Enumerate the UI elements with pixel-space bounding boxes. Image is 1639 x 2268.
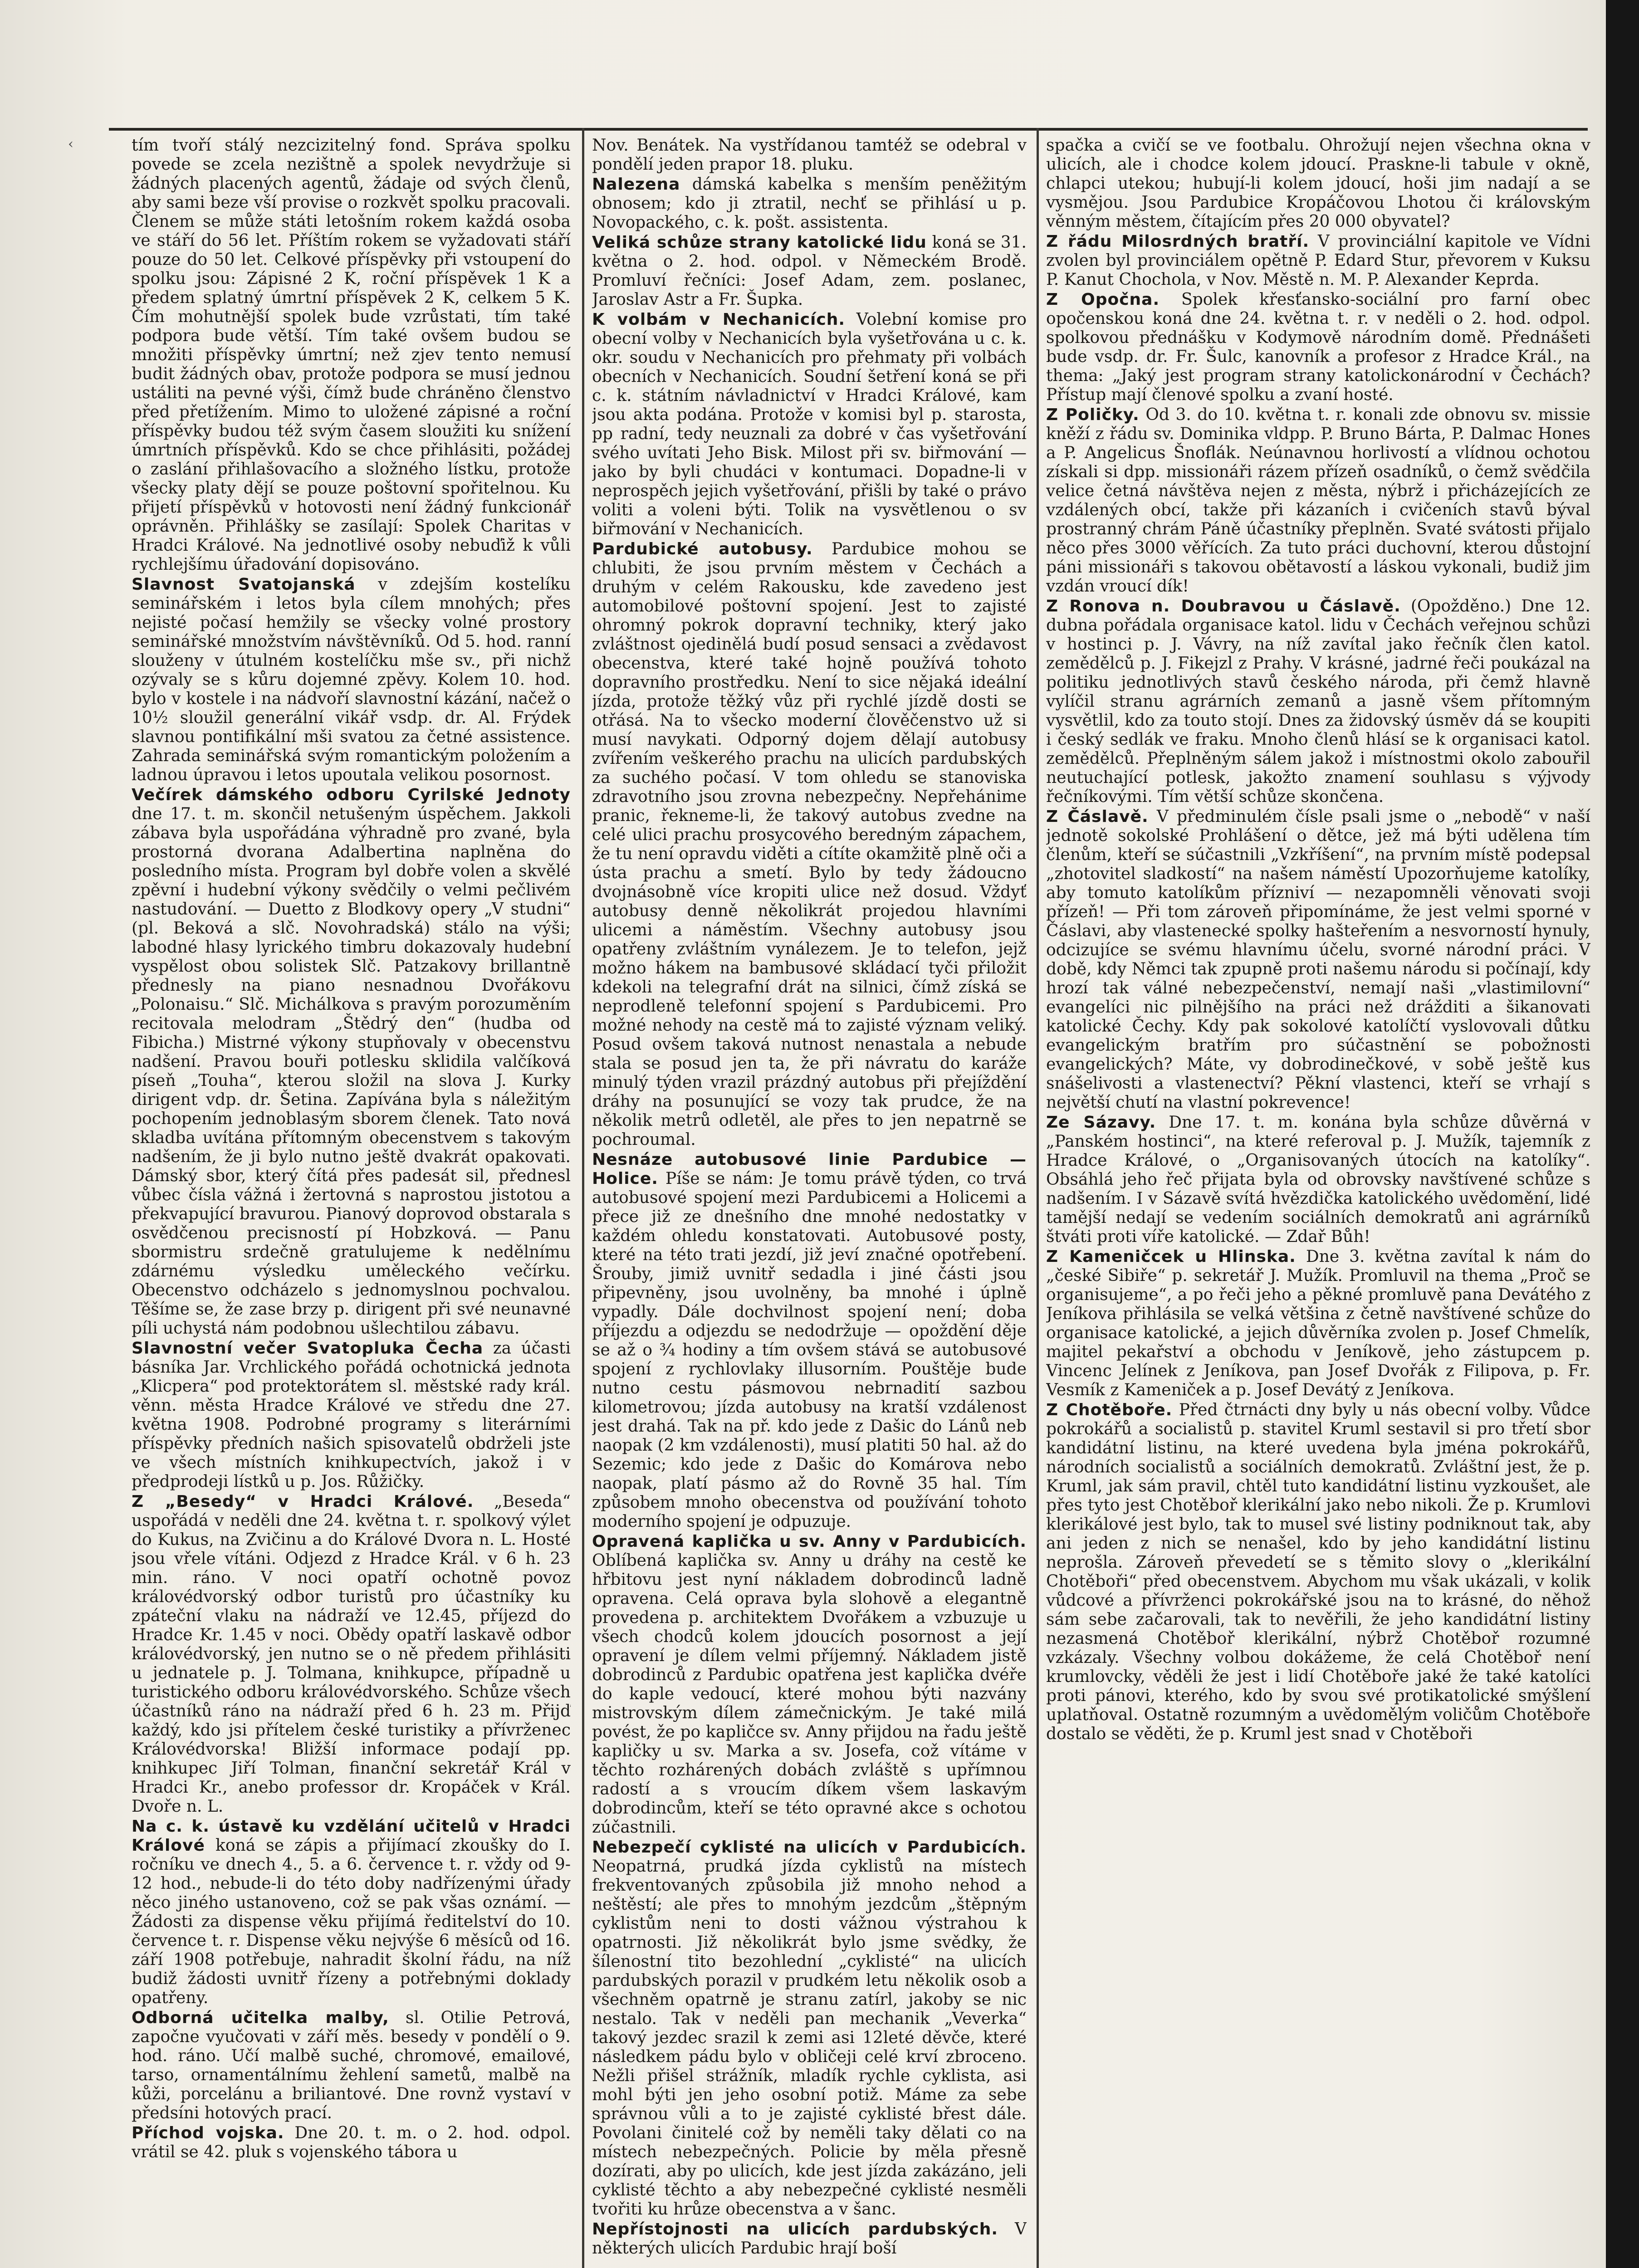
article-paragraph xyxy=(1046,1401,1590,1744)
article-body: Oblíbená kaplička sv. Anny u dráhy na cestě ke hřbitovu jest nyní nákladem dobrodinců ladně opravena. Celá oprava byla slohově a elegantně provedena p. architektem Dvořákem a vzbuzuje u všech chodců kolem jdoucích posornost a její opravení je dílem velmi příjemný. Nákladem jistě dobrodinců z Pardubic opatřena jest kaplička dvéře do kaple vedoucí, které mohou býti nazvány mistrovským dílem zámečnickým. Je také milá povést, že po kapličce sv. Anny přijdou na řadu ještě kapličky u sv. Marka a sv. Josefa, což vítáme v těchto rozhárených dobách zvláště s upřímnou radostí a s vroucím díkem všem laskavým dobrodincům, kteří se této opravné akce s ochotou zúčastnili. xyxy=(592,1551,1027,1837)
article-body: V provinciální kapitole ve Vídni zvolen byl provinciálem opětně P. Edard Stur, převorem v Kuksu P. Kanut Chochola, v Nov. Městě n. M. P. Alexander Keprda. xyxy=(1046,232,1590,289)
column-divider-1 xyxy=(582,128,584,2268)
article-paragraph xyxy=(132,575,571,785)
article-body: Od 3. do 10. května t. r. konali zde obnovu sv. missie kněží z řádu sv. Dominika vldpp. P. Bruno Bárta, P. Dalmac Hones a P. Angelicus Šnoflák. Neúnavnou horlivostí a vlídnou ochotou získali si dpp. missionáři rázem přízeň osadníků, o čemž svědčila velice četná návštěva nejen z města, nýbrž i přicházejících ze vzdálených obcí, takže při kázaních i cvičeních stavů býval prostranný chrám Páně účastníky přeplněn. Svaté svátosti přijalo něco přes 3000 věřících. Za tuto práci duchovní, kterou důstojní páni missionáři s takovou obětavostí a láskou vykonali, budiž jim vzdán vroucí dík! xyxy=(1046,406,1590,596)
article-headline: Z Čáslavě. xyxy=(1046,807,1149,826)
article-paragraph xyxy=(592,310,1027,539)
article-paragraph xyxy=(592,175,1027,232)
article-body: Dne 3. května zavítal k nám do „české Sibiře“ p. sekretář J. Mužík. Promluvil na thema „Proč se organisujeme“, a po řeči jeho a pěkné promluvě pana Devátého z Jeníkova přihlásila se velká většina z četně navštívené schůze do organisace katolické, a jejich důvěrníka zvolen p. Josef Chmelík, majitel pekařství a obchodu v Jeníkově, jeho zástupcem p. Vincenc Jelínek z Jeníkova, pan Josef Dvořák z Filipova, p. Fr. Vesmík z Kameniček a p. Josef Devátý z Jeníkova. xyxy=(1046,1247,1590,1399)
article-body: (Opožděno.) Dne 12. dubna pořádala organisace katol. lidu v Čechách veřejnou schůzi v hostinci p. J. Vávry, na níž zavítal jako řečník člen katol. zemědělců p. J. Fikejzl z Prahy. V krásné, jadrné řeči poukázal na politiku jednotlivých stavů českého národa, při čemž hlavně vylíčil stranu agrárních zemanů a jasně všem přítomným vysvětlil, kdo za touto stojí. Dnes za židovský úsměv dá se koupiti i český sedlák ve fraku. Mnoho členů hlásí se k organisaci katol. zemědělců. Přeplněným sálem jakož i místnostmi okolo zabouřil neutuchající potlesk, jakožto znamení souhlasu s výjvody řečníkovými. Tím větší schůze skončena. xyxy=(1046,597,1590,806)
article-headline: Večírek dámského odboru Cyrilské Jednoty xyxy=(132,786,571,804)
article-paragraph xyxy=(592,2220,1027,2258)
article-headline: Nalezena xyxy=(592,175,680,194)
article-body: tím tvoří stálý nezcizitelný fond. Správa spolku povede se zcela nezištně a spolek nevydržuje si žádných placených agentů, žádaje od svých členů, aby sami beze vší provise o rozkvět spolku pracovali. Členem se může státi letošním rokem každá osoba ve stáří do 56 let. Příštím rokem se vyžadovati stáří pouze do 50 let. Celkové příspěvky při vstoupení do spolku jsou: Zápisné 2 K, roční příspěvek 1 K a předem splatný úmrtní příspěvek 2 K, celkem 5 K. Čím mohutnější spolek bude vzrůstati, tím také podpora bude větší. Tím také ovšem budou se množiti příspěvky úmrtní; než zjev tento nemusí budit žádných obav, protože podpora se musí jednou ustáliti na pevné výši, čímž bude chráněno členstvo před přetížením. Mimo to uložené zápisné a roční příspěvky budou též svým časem sloužiti ku snížení úmrtních příspěvků. Kdo se chce přihlásiti, požádej o zaslání přihlašovacího a složného lístku, protože všecky platy dějí se pouze poštovní spořitelnou. Ku přijetí příspěvků v hotovosti není žádný funkcionář oprávněn. Přihlášky se zasílají: Spolek Charitas v Hradci Králové. Na jednotlivé osoby nebuďiž k vůli rychlejšímu úřadování dopisováno. xyxy=(132,136,571,574)
article-body: koná se 31. května o 2. hod. odpol. v Německém Brodě. Promluví řečníci: Josef Adam, zem. poslanec, Jaroslav Astr a Fr. Šupka. xyxy=(592,233,1027,309)
article-headline: Pardubické autobusy. xyxy=(592,540,813,558)
article-paragraph xyxy=(1046,1247,1590,1400)
article-body: V předminulém čísle psali jsme o „nebodě“ v naší jednotě sokolské Prohlášení o dětce, jež má býti udělena tím členům, kteří se súčastnili „Vzkříšení“, na prvním místě podepsal „zhotovitel sladkostí“ na našem náměstí Upozorňujeme katolíky, aby tomuto katolíkům přízniví — nezapomněli věnovati svoji přízeň! — Při tom zároveň připomínáme, že jest velmi sporné v Čáslavi, aby vlastenecké spolky hašteřením a nesvorností hynuly, odcizujíce se svému hlavnímu účelu, svorné národní práci. V době, kdy Němci tak zpupně proti našemu národu si počínají, kdy hrozí tak válné nebezpečenství, nemají naši „vlastimilovní“ evangelíci nic pilnějšího na práci než drážditi a šikanovati katolické Čechy. Kdy pak sokolové katolíčtí vyslovovali důtku evangelickým bratřím pro súčastnění se pobožnosti evangelických? Máte, vy dobrodinečkové, v sobě ještě kus snášelivosti a vlastenectví? Pěkní vlastenci, kteří se vrhají s největší chutí na vlastní pokrevence! xyxy=(1046,807,1590,1112)
article-headline: Nesnáze autobusové linie Pardubice —Holice. xyxy=(592,1150,1027,1188)
article-body: sl. Otilie Petrová, započne vyučovati v září měs. besedy v pondělí o 9. hod. ráno. Učí malbě suché, chromové, emailové, tarso, ornamentálnímu žehlení sametů, malbě na kůži, porcelánu a briliantové. Dne rovnž vystaví v předsíni hotových prací. xyxy=(132,2009,571,2122)
article-paragraph xyxy=(592,540,1027,1149)
article-body: Spolek křesťansko-sociální pro farní obec opočenskou koná dne 24. května t. r. v neděli o 2. hod. odpol. spolkovou přednášku v Kodymově národním domě. Přednášeti bude vsdp. dr. Fr. Šulc, kanovník a profesor z Hradce Král., na thema: „Jaký jest program strany katolickonárodní v Čechách? Přístup mají členové spolku a zvaní hosté. xyxy=(1046,290,1590,404)
margin-mark: ‹ xyxy=(68,136,73,152)
article-paragraph xyxy=(592,233,1027,309)
article-paragraph xyxy=(592,1150,1027,1531)
article-body: Pardubice mohou se chlubiti, že jsou prvním městem v Čechách a druhým v celém Rakousku, kde zavedeno jest automobilové poštovní spojení. Jest to zajisté ohromný pokrok dopravní techniky, který jako zvláštnost ojedinělá budí posud sensaci a zvědavost obecenstva, které také hojně používá tohoto dopravního prostředku. Není to sice nějaká ideální jízda, protože těžký vůz při rychlé jízdě dosti se otřásá. Na to všecko moderní člověčenstvo už si musí navykati. Odporný dojem dělají autobusy zvířením veškerého prachu na ulicích pardubských za suchého počasí. V tom ohledu se stanoviska zdravotního jsou zrovna nebezpečny. Nepřehánime pranic, řekneme-li, že takový autobus zvedne na celé ulici prachu prosycového beredným zápachem, že tu není opravdu viděti a cítíte okamžitě plně oči a ústa prachu a smetí. Bylo by tedy žádoucno dvojnásobně více kropiti ulice než dosud. Vždyť autobusy denně několikrát projedou hlavními ulicemi a náměstím. Všechny autobusy jsou opatřeny zvláštním vynálezem. Je to telefon, jejž možno hákem na bambusové skládací tyči přiložit kdekoli na telegrafní drát na silnici, čímž získá se neprodleně telefonní spojení s Pardubicemi. Pro možné nehody na cestě má to zajisté význam veliký. Posud ovšem taková nutnost nenastala a nebude stala se posud jen ta, že při návratu do karáže minulý týden vrazil prázdný autobus při přejíždění dráhy na posunující se vozy tak prudce, že na několik metrů odletěl, ale přes to jen nepatrně se pochroumal. xyxy=(592,540,1027,1149)
article-paragraph xyxy=(132,786,571,1338)
article-body: „Beseda“ uspořádá v neděli dne 24. května t. r. spolkový výlet do Kukus, na Zvičinu a do Králové Dvora n. L. Hosté jsou vřele vítáni. Odjezd z Hradce Král. v 6 h. 23 min. ráno. V noci opatří ochotně povoz královédvorský odbor turistů pro účastníky ku zpáteční vlaku na nádraží ve 12.45, příjezd do Hradce Kr. 1.45 v noci. Obědy opatří laskavě odbor královédvorský, jen nutno se o ně předem přihlásiti u jednatele p. J. Tolmana, knihkupce, případně u turistického odboru královédvorského. Schůze všech účastníků ráno na nádraží před 6 h. 23 m. Přijď každý, kdo jsi přítelem české turistiky a přívrženec Královédvorska! Bližší informace podají pp. knihkupec Jiří Tolman, finanční sekretář Král v Hradci Kr., anebo professor dr. Kropáček v Král. Dvoře n. L. xyxy=(132,1492,571,1816)
text-column-1 xyxy=(132,136,571,2268)
article-headline: Veliká schůze strany katolické lidu xyxy=(592,233,927,252)
article-paragraph xyxy=(1046,1113,1590,1246)
article-body: Volební komise pro obecní volby v Nechanicích byla vyšetřována u c. k. okr. soudu v Nechanicích pro přehmaty při volbách obecních v Nechanicích. Soudní šetření koná se při c. k. státním návladnictví v Hradci Králové, kam jsou akta podána. Protože v komisi byl p. starosta, pp radní, tedy neuznali za dobré v čas vyšetřování svého uvítati Jeho Bisk. Milost při sv. biřmování — jako by byli chudáci v kontumaci. Dopadne-li v neprospěch jejich vyšetřování, přišli by také o právo voliti a voleni býti. Tolik na vysvětlenou o sv biřmování v Nechanicích. xyxy=(592,310,1027,538)
article-headline: Slavnost Svatojanská xyxy=(132,575,356,594)
article-headline: Slavnostní večer Svatopluka Čecha xyxy=(132,1339,484,1358)
article-paragraph xyxy=(592,1838,1027,2219)
article-paragraph xyxy=(132,1817,571,2008)
article-paragraph xyxy=(1046,232,1590,289)
article-headline: Opravená kaplička u sv. Anny v Pardubicích. xyxy=(592,1532,1027,1551)
article-body: V některých ulicích Pardubic hrají boší xyxy=(592,2220,1027,2258)
article-body: spačka a cvičí se ve footbalu. Ohrožují nejen všechna okna v ulicích, ale i chodce kolem jdoucí. Praskne-li tabule v okně, chlapci utekou; hubují-li kolem jdoucí, hoši jim nadají a se vysmějou. Jsou Pardubice Kropáčovou Lhotou či královským věnným městem, čítajícím přes 20 000 obyvatel? xyxy=(1046,136,1590,231)
article-headline: Z Poličky. xyxy=(1046,406,1140,424)
article-paragraph xyxy=(132,1339,571,1491)
article-body: Dne 17. t. m. konána byla schůze důvěrná v „Panském hostinci“, na které referoval p. J. Mužík, tajemník z Hradce Králové, o „Organisovaných útocích na katolíky“. Obsáhlá jeho řeč přijata byla od obrovsky navštívené schůze s nadšením. I v Sázavě svítá hvězdička katolického uvědomění, lidé tamější nedají se vedením sociálních demokratů ani agrárníků štváti proti víře katolické. — Zdař Bůh! xyxy=(1046,1113,1590,1246)
article-headline: Z řádu Milosrdných bratří. xyxy=(1046,232,1310,251)
article-body: za účasti básníka Jar. Vrchlického pořádá ochotnická jednota „Klicpera“ pod protektorátem sl. městské rady král. věnn. města Hradce Králové ve středu dne 27. května 1908. Podrobné programy s literárními příspěvky předních našich spisovatelů obdrželi jste ve všech místních knihkupectvích, jakož i v předprodeji lístků u p. Jos. Růžičky. xyxy=(132,1339,571,1491)
article-body: dámská kabelka s menším peněžitým obnosem; kdo ji ztratil, nechť se přihlásí u p. Novopackého, c. k. pošt. assistenta. xyxy=(592,175,1027,232)
article-paragraph xyxy=(592,1532,1027,1837)
scan-edge xyxy=(1606,0,1639,2268)
article-headline: Na c. k. ústavě ku vzdělání učitelů v Hradci Králové xyxy=(132,1817,571,1855)
article-body: Neopatrná, prudká jízda cyklistů na místech frekventovaných způsobila již mnoho nehod a neštěstí; ale přes to mnohým jezdcům „štěpným cyklistům neni to dosti vážnou výstrahou k opatrnosti. Již několikrát bylo jsme svědky, že šílenostní tito bezohlední „cyklisté“ na ulicích pardubských porazil v prudkém letu několik osob a všechněm opatrně je stranu zatírl, jakoby se nic nestalo. Tak v neděli pan mechanik „Veverka“ takový jezdec srazil k zemi asi 12leté děvče, které následkem pádu bylo v obličeji celé krví zbroceno. Nežli přišel strážník, mladík rychle cyklista, asi mohl býti jen jeho osobní potiž. Máme za sebe správnou vůli a to je zajisté cyklisté břest dále. Povolani činitelé což by neměli taky dělati co na místech nebezpečných. Policie by měla přesně dozírati, aby po ulicích, kde jest jízda zakázáno, jeli cyklisté těchto a aby nebezpečné cyklisté nesměli tvořiti ku hrůze obecenstva a v šanc. xyxy=(592,1857,1027,2219)
text-column-3 xyxy=(1046,136,1590,2268)
article-paragraph xyxy=(1046,406,1590,596)
article-headline: Nepřístojnosti na ulicích pardubských. xyxy=(592,2220,998,2239)
article-paragraph xyxy=(132,2124,571,2162)
top-rule xyxy=(109,128,1588,131)
article-body: v zdejším kostelíku seminářském i letos byla cílem mnohých; přes nejisté počasí hemžily se všecky volné prostory seminářské množstvím návštěvníků. Od 5. hod. ranní slouženy v útulném kostelíčku mše sv., při nichž ozývaly se s kůru dojemné zpěvy. Kolem 10. hod. bylo v kostele i na nádvoří slavnostní kázání, načež o 10½ sloužil generální vikář vsdp. dr. Al. Frýdek slavnou pontifikální mši svatou za četné assistence. Zahrada seminářská svým romantickým položením a ladnou úpravou i letos upoutala velikou posornost. xyxy=(132,575,571,784)
article-paragraph xyxy=(1046,136,1590,231)
article-paragraph xyxy=(132,136,571,574)
article-paragraph xyxy=(132,1492,571,1816)
article-headline: Ze Sázavy. xyxy=(1046,1113,1156,1132)
article-headline: Z Chotěboře. xyxy=(1046,1401,1173,1419)
article-headline: Odborná učitelka malby, xyxy=(132,2009,389,2027)
article-headline: Nebezpečí cyklisté na ulicích v Pardubicích. xyxy=(592,1838,1027,1857)
text-column-2 xyxy=(592,136,1027,2268)
article-headline: Příchod vojska. xyxy=(132,2124,284,2142)
article-headline: Z Ronova n. Doubravou u Čáslavě. xyxy=(1046,597,1401,616)
article-headline: Z Kameničcek u Hlinska. xyxy=(1046,1247,1296,1266)
column-divider-2 xyxy=(1037,128,1039,2268)
article-body: koná se zápis a přijímací zkoušky do I. ročníku ve dnech 4., 5. a 6. července t. r. vždy od 9-12 hod., nebude-li do této doby nadřízenými úřady něco jiného ustanoveno, což se pak všas oznámí. — Žádosti za dispense věku přijímá ředitelství do 10. července t. r. Dispense věku nejvýše 6 měsíců od 16. září 1908 potřebuje, nahradit školní řádu, na níž budiž žádosti uvnitř řízeny a potřebnými doklady opatřeny. xyxy=(132,1836,571,2007)
article-headline: K volbám v Nechanicích. xyxy=(592,310,846,329)
article-paragraph xyxy=(1046,807,1590,1112)
article-paragraph xyxy=(132,2009,571,2123)
article-paragraph xyxy=(1046,597,1590,807)
article-headline: Z „Besedy“ v Hradci Králové. xyxy=(132,1492,474,1511)
article-body: Píše se nám: Je tomu právě týden, co trvá autobusové spojení mezi Pardubicemi a Holicemi a přece již ze dnešního dne mnohé nedostatky v každém ohledu konstatovati. Autobusové posty, které na této trati jezdí, již jeví značné opotřebení. Šrouby, jimiž uvnitř sedadla i jiné části jsou připevněny, jsou uvolněny, ba mnohé i úplně vypadly. Dále dochvilnost spojení není; doba příjezdu a odjezdu se nedodržuje — opoždění děje se až o ¾ hodiny a tím ovšem stává se autobusové spojení z rychlovlaky illusorním. Pouštěje bude nutno cestu pásmovou nebrnadití sazbou kilometrovou; jízda autobusy na kratší vzdálenost jest drahá. Tak na př. kdo jede z Dašic do Lánů neb naopak (2 km vzdálenosti), musí platiti 50 hal. až do Sezemic; kdo jede z Dašic do Komárova nebo naopak, platí pásmo až do Rovně 35 hal. Tím způsobem mnoho obecenstva od používání tohoto moderního spojení je odpuzuje. xyxy=(592,1169,1027,1531)
article-body: Nov. Benátek. Na vystřídanou tamtéž se odebral v pondělí jeden prapor 18. pluku. xyxy=(592,136,1027,174)
article-body: Dne 20. t. m. o 2. hod. odpol. vrátil se 42. pluk s vojenského tábora u xyxy=(132,2124,571,2161)
article-body: dne 17. t. m. skončil netušeným úspěchem. Jakkoli zábava byla uspořádána výhradně pro zvané, byla prostorná dvorana Adalbertina naplněna do posledního místa. Program byl dobře volen a skvělé zpěvní i hudební výkony svědčily o velmi pečlivém nastudování. — Duetto z Blodkovy opery „V studni“ (pl. Beková a slč. Novohradská) stálo na výši; labodné hlasy lyrického timbru dokazovaly hudební vyspělost obou solistek Slč. Patzakovy brillantně přednesly na piano nesnadnou Dvořákovu „Polonaisu.“ Slč. Michálkova s pravým porozuměním recitovala melodram „Štědrý den“ (hudba od Fibicha.) Mistrné výkony stupňovaly v obecenstvu nadšení. Pravou bouři potlesku sklidila valčíková píseň „Touha“, kterou složil na slova J. Kurky dirigent vdp. dr. Šetina. Zapívána byla s náležitým pochopením jednoblasým sborem členek. Tato nová skladba uvítána přítomným obecenstvem s takovým nadšením, že ji bylo nutno ještě dvakrát opakovati. Dámský sbor, který čítá přes padesát sil, přednesl vůbec čísla vážná i žertovná s naprostou jistotou a překvapující bravurou. Pianový doprovod obstarala s osvědčenou precisností pí Hobzková. — Panu sbormistru srdečně gratulujeme k nedělnímu zdárnému výsledku uměleckého večírku. Obecenstvo odcházelo s jednomyslnou pochvalou. Těšíme se, že zase brzy p. dirigent při své neunavné píli uchystá nám podobnou ušlechtilou zábavu. xyxy=(132,805,571,1338)
article-paragraph xyxy=(592,136,1027,174)
article-paragraph xyxy=(1046,290,1590,405)
article-body: Před čtrnácti dny byly u nás obecní volby. Vůdce pokrokářů a socialistů p. stavitel Kruml sestavil si pro třetí sbor kandidátní listinu, na které uvedena byla jména pokrokářů, národních socialistů a sociálních demokratů. Zvláštní jest, že p. Kruml, jak sám pravil, chtěl tuto kandidátní listinu vyzkoušet, ale přes tyto jest Chotěboř klerikální jako nebo nikoli. Že p. Krumlovi klerikálové jest bylo, tak to musel své listiny podniknout tak, aby ani jeden z nich se nenašel, kdo by jeho kandidátní listinu neprošla. Zároveň převedetí se s těmito slovy o „klerikální Chotěboři“ před obecenstvem. Abychom mu však ukázali, v kolik vůdcové a přívrženci pokrokářské jsou na to krásné, do něhož sám sebe začarovali, tak to nevěřili, že jeho kandidátní listiny nezasmená Chotěboř klerikální, nýbrž Chotěboř rozumné vzkázaly. Všechny volbou dokážeme, že celá Chotěboř není krumlovcky, věděli že jest i lidí Chotěboře jaké že také katolíci proti pánovi, kterého, kdo by svou své protikatolické smýšlení uplatňoval. Ostatně rozumným a uvědomělým voličům Chotěboře dostalo se věděti, že p. Kruml jest snad v Chotěboři xyxy=(1046,1401,1590,1743)
article-headline: Z Opočna. xyxy=(1046,290,1160,309)
